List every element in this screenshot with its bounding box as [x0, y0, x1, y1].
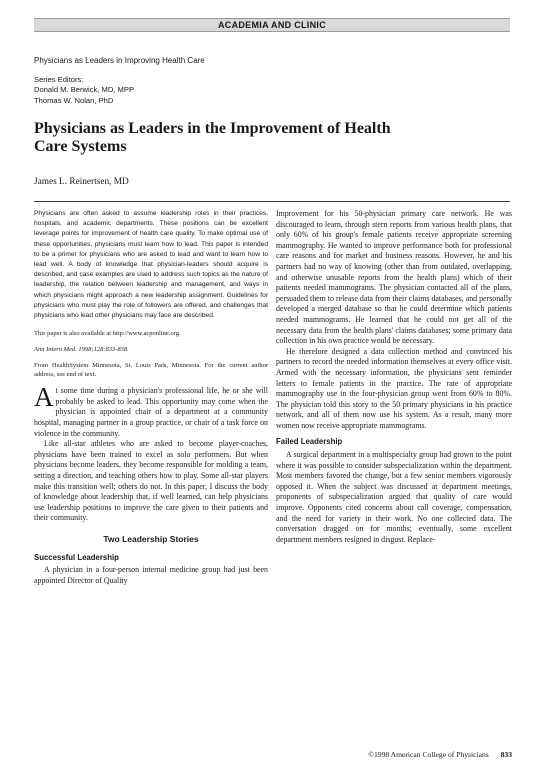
body-paragraph: A physician in a four-person internal medicine group had just been appointed Director of Quality — [34, 565, 268, 585]
series-editors-label: Series Editors: — [34, 74, 84, 84]
left-column — [34, 209, 268, 586]
right-column — [276, 209, 512, 545]
section-heading: Two Leadership Stories — [103, 533, 199, 544]
article-title: Physicians as Leaders in the Improvement of Health Care Systems — [34, 120, 391, 155]
subsection-heading: Successful Leadership — [34, 552, 119, 562]
page-footer — [300, 750, 512, 759]
body-paragraph — [34, 382, 268, 439]
body-paragraph: Improvement for his 50-physician primary care network. He was discouraged to learn, through stern reports from various health plans, that only 60% of his group's female patients receive appropriate screening mammography. He wanted to improve performance both for professional care reasons and for market and business reasons. However, he and his partners had no way of knowing (other than from outdated, overlapping, and otherwise unusable reports from the health plans) which of their patients needed mammograms. The physician contacted all of the plans, persuaded them to release data from their claims databases, and personally developed a merged database so that he could determine which patients needed mammograms. He learned that he could not get all of the necessary data from the health plans' claims databases; some primary data collection in his own practice would be necessary. — [276, 209, 512, 346]
paragraph-text: t some time during a physician's professional life, he or she will probably be asked to lead. This opportunity may come when the physician is appointed chair of a department at a community hospital, managing partner in a group practice, or chair of a task force on violence in the community. — [34, 386, 268, 438]
citation: Ann Intern Med. 1998;128:833-838. — [34, 346, 129, 354]
series-editor: Thomas W. Nolan, PhD — [34, 95, 114, 105]
series-info — [34, 56, 334, 106]
subsection-heading: Failed Leadership — [276, 437, 343, 447]
series-title: Physicians as Leaders in Improving Health Care — [34, 56, 205, 65]
abstract: Physicians are often asked to assume leadership roles in their practices, hospitals, and academic departments. These positions can be excellent leverage points for improvement of health care quality. To make optimal use of these opportunities, physicians must learn how to lead. This paper is intended to be a primer for physicians who are asked to lead and want to learn how to lead well. A body of knowledge that physician-leaders should acquire is described, and case examples are used to address such topics as the nature of leadership, the relation between leadership and management, and ways in which physicians might approach a new leadership assignment. Guidelines for physicians who must play the role of followers are offered, and challenges that physicians who lead other physicians may face are described. — [34, 210, 268, 320]
drop-cap: A — [34, 382, 54, 413]
series-editor: Donald M. Berwick, MD, MPP — [34, 85, 135, 94]
section-header: ACADEMIA AND CLINIC — [34, 18, 510, 32]
availability-note: This paper is also available at http://www.acponline.org. — [34, 330, 181, 338]
affiliation: From HealthSystem Minnesota, St. Louis Park, Minnesota. For the current author address, see end of text. — [34, 362, 268, 379]
page-number: 833 — [500, 750, 512, 759]
copyright-notice: ©1998 American College of Physicians — [368, 750, 489, 759]
body-paragraph: He therefore designed a data collection method and convinced his partners to record the needed information themselves at every office visit. Armed with the necessary information, the physicians sent reminder letters to female patients in the practice. The rate of appropriate mammography use in the four-physician group went from 60% to 80%. The physician told this story to the 50 primary physicians in his practice network, and all of them now use his system. As a result, many more women now receive appropriate mammograms. — [276, 346, 512, 430]
title-divider — [34, 201, 510, 202]
body-paragraph: Like all-star athletes who are asked to become player-coaches, physicians have been trained to excel as solo performers. But when physicians become leaders, they become responsible for molding a team, setting a direction, and teaching others how to play. Some all-star players make this transition well; others do not. In this paper, I discuss the body of knowledge about leadership that, if well learned, can help physicians use leadership positions to improve the care given to their patients and their community. — [34, 439, 268, 523]
body-paragraph: A surgical department in a multispecialty group had grown to the point where it was possible to consider subspecialization within the department. Most members favored the change, but a few senior members vigorously opposed it. When the subject was discussed at department meetings, proponents of subspecialization argued that quality of care would improve. Opponents cited concerns about call coverage, compensation, and the need for variety in their work. No one collected data. The conversation dragged on for months; eventually, some excellent department members resigned in disgust. Replace- — [276, 450, 512, 544]
article-author: James L. Reinertsen, MD — [34, 177, 129, 187]
